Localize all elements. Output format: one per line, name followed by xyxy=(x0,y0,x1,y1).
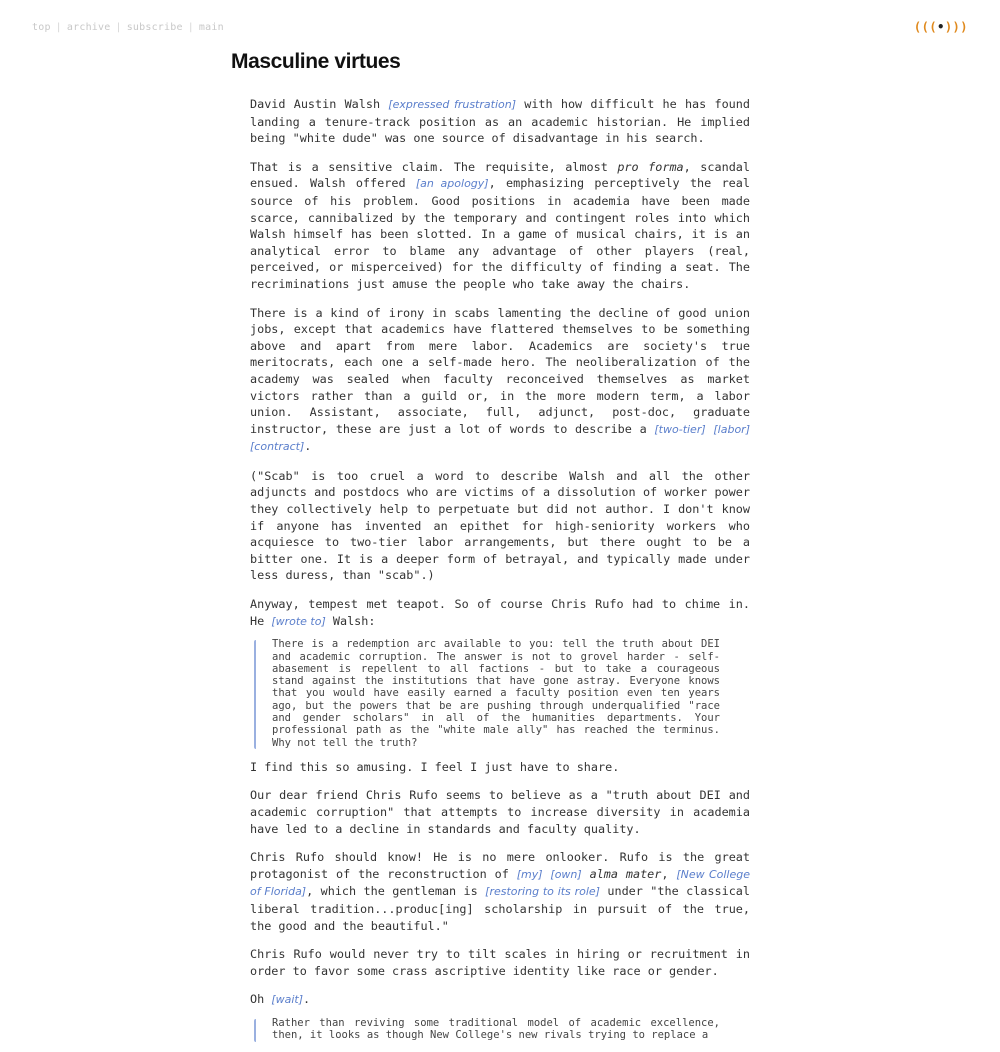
text: , scandal ensued. Walsh offered xyxy=(250,159,751,191)
link-restoring[interactable]: [restoring to its role] xyxy=(485,885,600,899)
link-my[interactable]: [my] xyxy=(516,867,543,881)
paragraph-10 xyxy=(250,991,750,1009)
paragraph-6: I find this so amusing. I feel I just have to share. xyxy=(250,759,620,774)
text: , which the gentleman is xyxy=(306,884,486,899)
blockquote-rufo xyxy=(250,638,750,749)
emphasis: pro forma xyxy=(617,159,684,174)
nav-separator: | xyxy=(187,22,194,33)
quote-bar xyxy=(254,1019,259,1042)
paragraph-8 xyxy=(250,849,750,934)
quote-text: Rather than reviving some traditional model of academic excellence, then, it looks as though New College's new rivals trying to replace a xyxy=(272,1017,720,1042)
link-own[interactable]: [own] xyxy=(550,867,582,881)
top-nav xyxy=(32,22,224,33)
link-contract[interactable]: [contract] xyxy=(250,440,305,454)
link-expressed-frustration[interactable]: [expressed frustration] xyxy=(388,98,516,111)
nav-main-link[interactable]: main xyxy=(198,22,224,33)
page-title: Masculine virtues xyxy=(231,50,401,73)
quote-bar xyxy=(254,640,259,749)
link-an-apology[interactable]: [an apology] xyxy=(415,177,489,191)
text: Oh xyxy=(250,992,272,1007)
text: under "the classical liberal tradition...produc[ing] scholarship in pursuit of the true, the good and the beautiful." xyxy=(250,884,751,933)
emphasis: alma mater xyxy=(589,866,662,881)
quote-text: There is a redemption arc available to you: tell the truth about DEI and academic corruption. The answer is not to grovel harder - self-abasement is repellent to all factions - but to take a courageous stand against the institutions that have gone astray. Everyone knows that you would have easily earned a faculty position even ten years ago, but the powers that be are pushing through underqualified "race and gender scholars" in all of the humanities departments. Your professional path as the "white male ally" has reached the terminus. Why not tell the truth? xyxy=(272,638,720,749)
text: , emphasizing perceptively the real source of his problem. Good positions in academia have been made scarce, cannibalized by the temporary and contingent roles into which Walsh himself has been slotted. In a game of musical chairs, it is an analytical error to blame any advantage of other players (real, perceived, or misperceived) for the difficulty of finding a seat. The recriminations just amuse the people who take away the chairs. xyxy=(250,176,750,291)
paragraph-5 xyxy=(250,596,750,630)
link-labor[interactable]: [labor] xyxy=(713,422,750,436)
link-wrote-to[interactable]: [wrote to] xyxy=(271,614,326,628)
paragraph-1 xyxy=(250,96,750,147)
link-wait[interactable]: [wait] xyxy=(271,993,304,1007)
paragraph-7: Our dear friend Chris Rufo seems to believe as a "truth about DEI and academic corruption" that attempts to increase diversity in academia have led to a decline in standards and faculty quality. xyxy=(250,788,750,836)
paragraph-4: ("Scab" is too cruel a word to describe Walsh and all the other adjuncts and postdocs who are victims of a dissolution of worker power they collectively help to perpetuate but did not author. I don't know if anyone has invented an epithet for high-seniority workers who acquiesce to two-tier labor arrangements, but there ought to be a bitter one. It is a deeper form of betrayal, and typically made under less duress, than "scab".) xyxy=(250,468,750,583)
paragraph-2 xyxy=(250,159,750,293)
logo-left-parens: ((( xyxy=(913,20,938,34)
nav-separator: | xyxy=(115,22,122,33)
text: , xyxy=(661,866,677,881)
text: with how difficult he has found landing a tenure-track position as an academic historian. He implied being "white dude" was one source of disadvantage in his search. xyxy=(250,97,750,146)
text: . xyxy=(304,439,312,454)
text: Anyway, tempest met teapot. So of course Chris Rufo had to chime in. He xyxy=(250,597,750,628)
link-new-college[interactable]: [New College of Florida] xyxy=(250,867,750,899)
site-logo[interactable] xyxy=(914,20,968,34)
logo-dot: • xyxy=(937,20,945,34)
link-two-tier[interactable]: [two-tier] xyxy=(654,422,706,436)
article-body xyxy=(250,96,750,1052)
text: That is a sensitive claim. The requisite, almost xyxy=(250,159,618,174)
logo-right-parens: ))) xyxy=(944,20,968,34)
text: David Austin Walsh xyxy=(250,97,389,111)
nav-separator: | xyxy=(55,22,62,33)
nav-top-link[interactable]: top xyxy=(32,22,51,33)
nav-archive-link[interactable]: archive xyxy=(66,22,111,33)
text: . xyxy=(303,992,311,1007)
text: Chris Rufo should know! He is no mere onlooker. Rufo is the great protagonist of the reconstruction of xyxy=(250,850,750,881)
blockquote-2 xyxy=(250,1017,750,1042)
nav-subscribe-link[interactable]: subscribe xyxy=(126,22,183,33)
text: There is a kind of irony in scabs lamenting the decline of good union jobs, except that academics have flattered themselves to be something above and apart from mere labor. Academics are society's true meritocrats, each one a self-made hero. The neoliberalization of the academy was sealed when faculty reconceived themselves as market victors rather than a guild or, in the more modern term, a labor union. Assistant, associate, full, adjunct, post-doc, graduate instructor, these are just a lot of words to describe a xyxy=(250,305,750,436)
paragraph-9: Chris Rufo would never try to tilt scales in hiring or recruitment in order to favor some crass ascriptive identity like race or gender. xyxy=(250,947,750,978)
text: Walsh: xyxy=(325,613,376,628)
paragraph-3 xyxy=(250,305,750,456)
